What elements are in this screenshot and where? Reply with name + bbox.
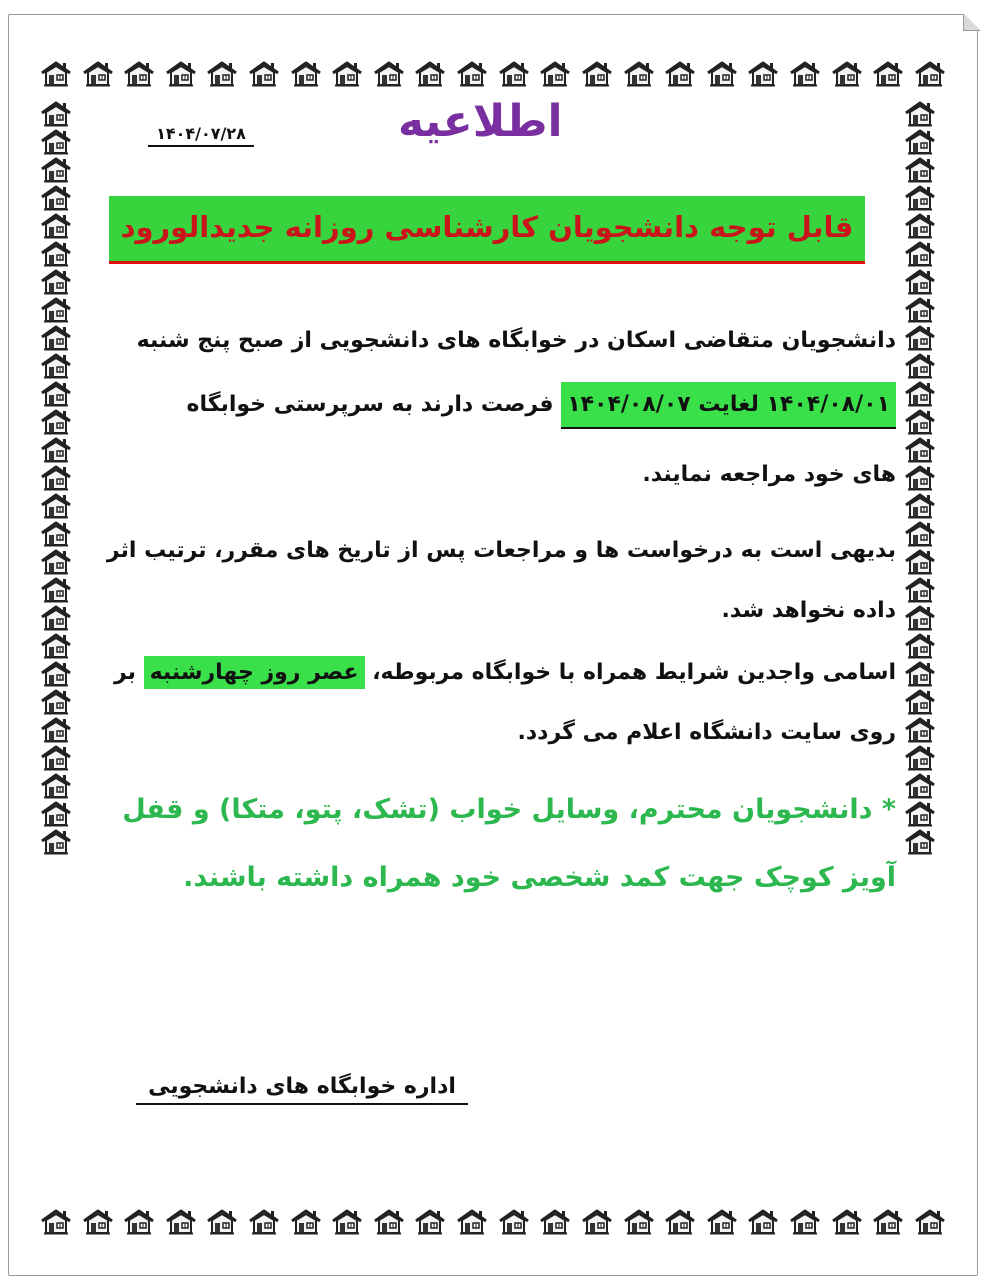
house-icon [414,1208,446,1236]
subheading-text: قابل توجه دانشجویان کارشناسی روزانه جدیدالورود [120,210,854,244]
house-icon [40,212,74,240]
house-icon [904,688,938,716]
house-icon [904,128,938,156]
house-icon [904,548,938,576]
house-icon [904,660,938,688]
house-icon [498,1208,530,1236]
house-icon [706,1208,738,1236]
house-icon [40,156,74,184]
house-icon [40,772,74,800]
house-icon [290,1208,322,1236]
house-icon [248,60,280,88]
border-bottom [40,1208,946,1236]
green-note-line-2: آویز کوچک جهت کمد شخصی خود همراه داشته باشند. [183,862,896,893]
house-icon [904,604,938,632]
house-icon [40,60,72,88]
house-icon [581,1208,613,1236]
border-top [40,60,946,88]
house-icon [539,60,571,88]
house-icon [904,380,938,408]
house-icon [165,1208,197,1236]
house-icon [40,548,74,576]
page-fold-corner [963,14,980,31]
house-icon [40,436,74,464]
house-icon [40,604,74,632]
body-line-4: بدیهی است به درخواست ها و مراجعات پس از تاریخ های مقرر، ترتیب اثر [106,538,896,563]
house-icon [904,184,938,212]
house-icon [498,60,530,88]
wednesday-highlight: عصر روز چهارشنبه [144,656,365,689]
house-icon [40,268,74,296]
house-icon [40,492,74,520]
house-icon [40,716,74,744]
house-icon [904,156,938,184]
house-icon [40,520,74,548]
house-icon [789,60,821,88]
body-line-2-rest: فرصت دارند به سرپرستی خوابگاه [186,392,562,417]
house-icon [414,60,446,88]
green-note-line-1: * دانشجویان محترم، وسایل خواب (تشک، پتو، متکا) و قفل [122,794,896,825]
house-icon [456,60,488,88]
house-icon [40,324,74,352]
house-icon [40,828,74,856]
house-icon [40,128,74,156]
body-line-3: های خود مراجعه نمایند. [642,462,896,487]
house-icon [40,688,74,716]
house-icon [904,576,938,604]
house-icon [904,240,938,268]
house-icon [290,60,322,88]
house-icon [904,436,938,464]
house-icon [123,60,155,88]
house-icon [904,296,938,324]
house-icon [40,800,74,828]
body-line-2 [187,392,896,417]
house-icon [831,60,863,88]
house-icon [904,828,938,856]
house-icon [456,1208,488,1236]
house-icon [40,296,74,324]
date-range-highlight: ۱۴۰۴/۰۸/۰۱ لغایت ۱۴۰۴/۰۸/۰۷ [561,382,896,429]
house-icon [248,1208,280,1236]
house-icon [40,1208,72,1236]
house-icon [206,60,238,88]
house-icon [831,1208,863,1236]
house-icon [904,352,938,380]
house-icon [40,380,74,408]
border-left [40,100,74,1200]
house-icon [40,632,74,660]
house-icon [872,1208,904,1236]
house-icon [904,212,938,240]
house-icon [623,1208,655,1236]
house-icon [904,632,938,660]
signature: اداره خوابگاه های دانشجویی [136,1074,468,1105]
house-icon [904,772,938,800]
body-line-1: دانشجویان متقاضی اسکان در خوابگاه های دانشجویی از صبح پنج شنبه [136,328,896,353]
border-right [904,100,938,1200]
house-icon [904,800,938,828]
house-icon [904,492,938,520]
house-icon [373,60,405,88]
house-icon [82,1208,114,1236]
house-icon [123,1208,155,1236]
house-icon [706,60,738,88]
house-icon [581,60,613,88]
house-icon [904,268,938,296]
house-icon [40,352,74,380]
body-line-7: روی سایت دانشگاه اعلام می گردد. [517,720,896,745]
house-icon [914,60,946,88]
house-icon [40,660,74,688]
house-icon [539,1208,571,1236]
house-icon [40,464,74,492]
notice-date: ۱۴۰۴/۰۷/۲۸ [148,124,254,147]
body-line-6-part1: اسامی واجدین شرایط همراه با خوابگاه مربوطه، [364,660,896,685]
house-icon [331,1208,363,1236]
house-icon [904,324,938,352]
house-icon [40,408,74,436]
subheading-banner [109,196,865,264]
house-icon [904,716,938,744]
house-icon [904,100,938,128]
house-icon [904,408,938,436]
notice-title: اطلاعیه [398,96,563,147]
house-icon [40,100,74,128]
house-icon [664,1208,696,1236]
house-icon [623,60,655,88]
house-icon [40,240,74,268]
house-icon [40,576,74,604]
body-line-6 [114,660,896,685]
house-icon [40,184,74,212]
house-icon [40,744,74,772]
house-icon [872,60,904,88]
house-icon [789,1208,821,1236]
house-icon [331,60,363,88]
house-icon [373,1208,405,1236]
body-line-5: داده نخواهد شد. [721,598,896,623]
house-icon [664,60,696,88]
house-icon [914,1208,946,1236]
house-icon [747,60,779,88]
house-icon [82,60,114,88]
house-icon [206,1208,238,1236]
house-icon [904,744,938,772]
house-icon [904,464,938,492]
body-line-6-part2: بر [113,660,144,685]
house-icon [747,1208,779,1236]
house-icon [904,520,938,548]
house-icon [165,60,197,88]
